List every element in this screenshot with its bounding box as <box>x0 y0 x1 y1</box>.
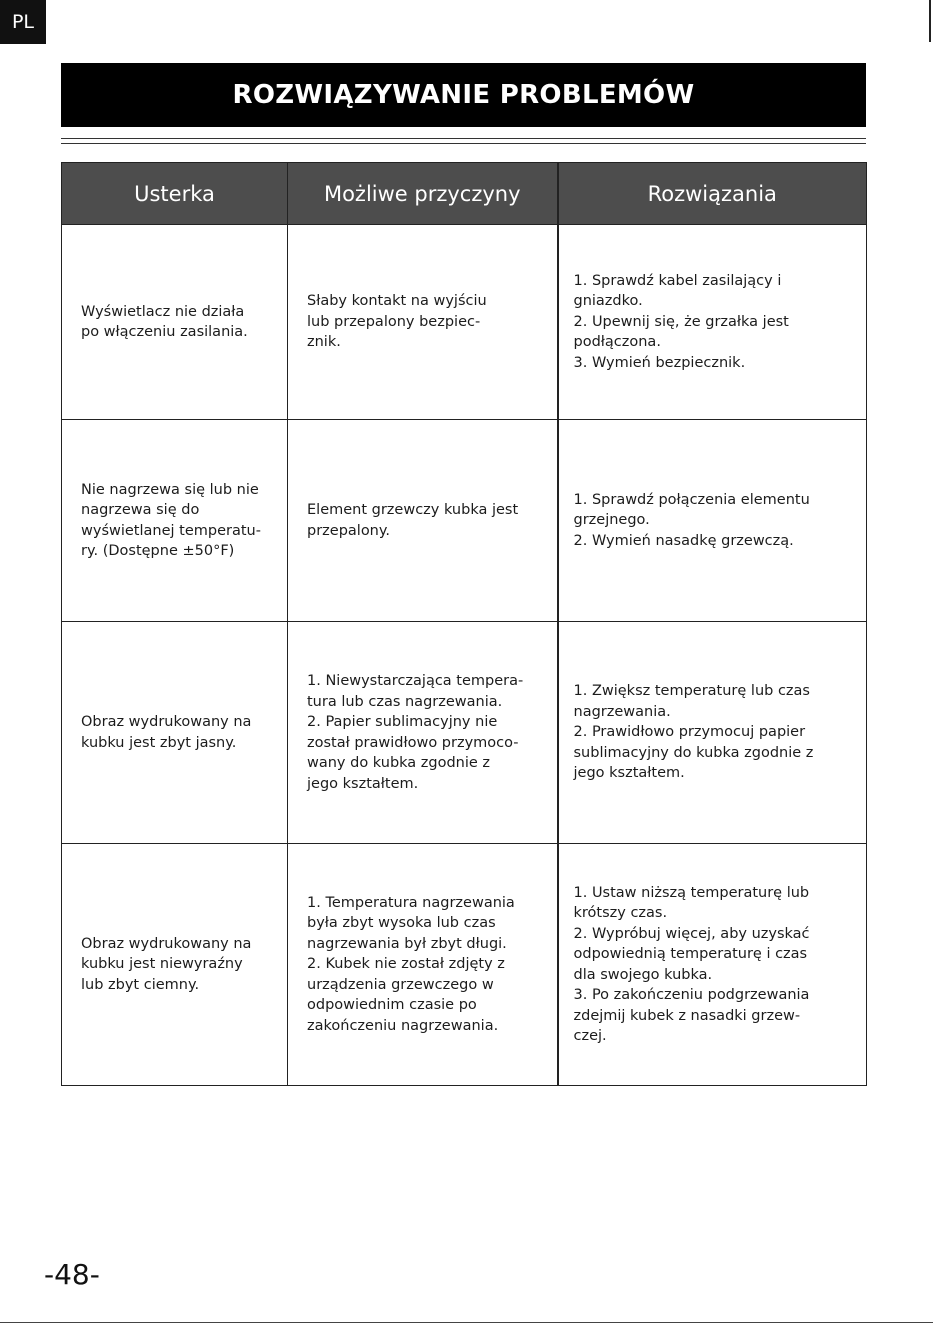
bottom-rule <box>0 1322 933 1323</box>
title-rule-bottom <box>61 143 866 144</box>
table-header-row <box>62 163 867 225</box>
solution-cell: 1. Ustaw niższą temperaturę lub krótszy czas. 2. Wypróbuj więcej, aby uzyskać odpowiednią temperaturę i czas dla swojego kubka. 3. Po zakończeniu podgrzewania zdejmij kubek z nasadki grzew- czej. <box>558 844 867 1086</box>
fault-cell: Nie nagrzewa się lub nie nagrzewa się do wyświetlanej temperatu- ry. (Dostępne ±50°F) <box>62 420 288 622</box>
table-row <box>62 622 867 844</box>
troubleshooting-table <box>61 162 867 1086</box>
table-row <box>62 844 867 1086</box>
solution-cell: 1. Sprawdź połączenia elementu grzejnego. 2. Wymień nasadkę grzewczą. <box>558 420 867 622</box>
page-title: ROZWIĄZYWANIE PROBLEMÓW <box>61 63 866 127</box>
header-fault: Usterka <box>62 163 288 225</box>
page-number: -48- <box>44 1258 100 1291</box>
solution-cell: 1. Sprawdź kabel zasilający i gniazdko. 2. Upewnij się, że grzałka jest podłączona. 3. Wymień bezpiecznik. <box>558 225 867 420</box>
solution-cell: 1. Zwiększ temperaturę lub czas nagrzewania. 2. Prawidłowo przymocuj papier sublimacyjny do kubka zgodnie z jego kształtem. <box>558 622 867 844</box>
language-badge: PL <box>0 0 46 44</box>
cause-cell: Element grzewczy kubka jest przepalony. <box>288 420 558 622</box>
table-row <box>62 420 867 622</box>
cause-cell: 1. Niewystarczająca tempera- tura lub czas nagrzewania. 2. Papier sublimacyjny nie został prawidłowo przymoco- wany do kubka zgodnie z jego kształtem. <box>288 622 558 844</box>
table-row <box>62 225 867 420</box>
corner-crop-mark <box>929 0 931 42</box>
title-rule-top <box>61 138 866 139</box>
header-solution: Rozwiązania <box>558 163 867 225</box>
fault-cell: Obraz wydrukowany na kubku jest zbyt jasny. <box>62 622 288 844</box>
cause-cell: 1. Temperatura nagrzewania była zbyt wysoka lub czas nagrzewania był zbyt długi. 2. Kubek nie został zdjęty z urządzenia grzewczego w odpowiednim czasie po zakończeniu nagrzewania. <box>288 844 558 1086</box>
fault-cell: Wyświetlacz nie działa po włączeniu zasilania. <box>62 225 288 420</box>
cause-cell: Słaby kontakt na wyjściu lub przepalony bezpiec- znik. <box>288 225 558 420</box>
header-cause: Możliwe przyczyny <box>288 163 558 225</box>
fault-cell: Obraz wydrukowany na kubku jest niewyraźny lub zbyt ciemny. <box>62 844 288 1086</box>
